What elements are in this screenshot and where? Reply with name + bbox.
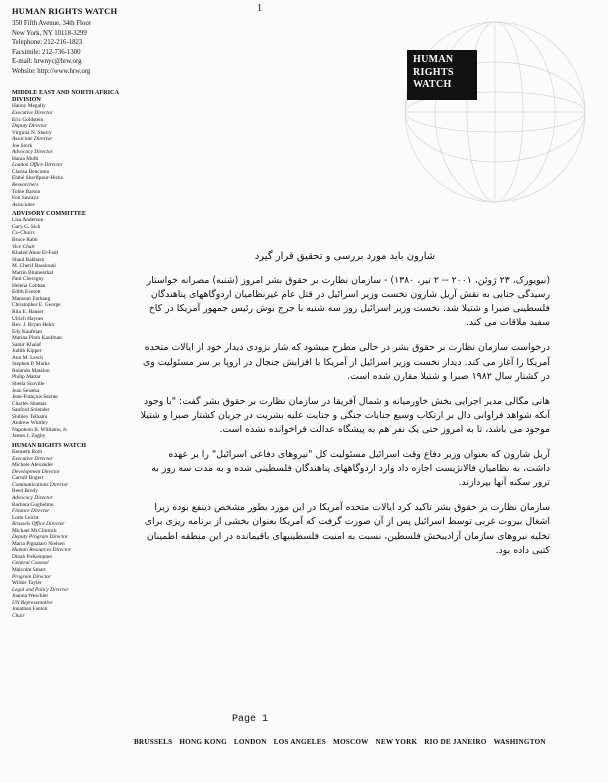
staff-name: Mansour Farhang (12, 295, 51, 302)
staff-title: Researchers (12, 181, 39, 188)
staff-name: Ulrich Haynes (12, 315, 44, 322)
staff-name: Andrew Whitley (12, 420, 48, 427)
body-paragraph: سازمان نظارت بر حقوق بشر تاکید کرد ایالات متحده آمریکا در این مورد بطور مشخص ذینفع بوده زیرا اشغال بیروت غربی توسط اسرائیل پس از آن صورت گرفت که آمریکا بعنوان بخشی از برنامه ریزی برای تخلیه نیروهای سازمان آزادیبخش فلسطین، نسبت به امنیت فلسطینیهای باقیمانده در این منطقه اطمینان کتبی داده بود. (144, 502, 550, 556)
staff-section-heading: MIDDLE EAST AND NORTH AFRICA DIVISION (12, 89, 119, 104)
staff-section-heading: HUMAN RIGHTS WATCH (12, 441, 87, 449)
staff-name: Elahé Sharifpour-Hicks (12, 175, 63, 182)
staff-title: Human Resources Director (12, 547, 71, 554)
staff-name: Reed Brody (12, 488, 38, 495)
staff-name: M. Cherif Bassiouni (12, 263, 56, 270)
address-line: New York, NY 10118-3299 (12, 29, 87, 37)
staff-name: Dinah PoKempner (12, 553, 53, 560)
staff-name: Michael McClintock (12, 527, 57, 534)
staff-name: Michele Alexander (12, 462, 54, 469)
staff-name: Wilder Tayler (12, 580, 42, 587)
staff-title: Executive Director (12, 455, 53, 462)
staff-name: Christopher E. George (12, 302, 61, 309)
staff-title: Advocacy Director (12, 149, 53, 156)
office-city: LOS ANGELES (273, 738, 326, 746)
logo-line: HUMAN (413, 54, 454, 65)
staff-name: James J. Zogby (12, 433, 46, 440)
staff-title: Communications Director (12, 481, 69, 488)
staff-title: UN Representative (12, 599, 53, 606)
page-number-top: 1 (257, 3, 262, 14)
org-address (12, 19, 132, 77)
office-city: MOSCOW (332, 738, 369, 746)
address-line: E-mail: hrwnyc@hrw.org (12, 58, 82, 66)
office-city: RIO DE JANEIRO (424, 738, 487, 746)
staff-name: Rita E. Hauser (12, 309, 44, 316)
staff-name: Ann M. Lesch (12, 354, 43, 361)
address-line: 350 Fifth Avenue, 34th Floor (12, 20, 91, 27)
body-paragraph: درخواست سازمان نظارت بر حقوق بشر در حالی مطرح میشود که شار بزودی دیدار خود از ایالات متحده آمریکا را آغاز می کند. دیدار نخست وزیر اسرائیل از آمریکا با افزایش جنجال در اروپا بر سر مسئولیت وی در کشتار سال ۱۹۸۲ صبرا و شتیلا مقارن شده است. (142, 342, 550, 382)
office-city: NEW YORK (375, 738, 418, 746)
staff-title: General Counsel (12, 560, 49, 567)
globe-watermark (395, 12, 595, 212)
staff-name: Shibley Telhami (12, 413, 48, 420)
staff-name: Hanny Megally (12, 103, 46, 110)
staff-name: Helena Cobban (12, 282, 46, 289)
staff-name: Rolando Matalon (12, 367, 50, 374)
page-footer-label: Page 1 (232, 714, 269, 725)
address-line: Website: http://www.hrw.org (12, 67, 91, 75)
staff-name: Napoleon B. Williams, Jr. (12, 426, 68, 433)
staff-name: Jean Seiseka (12, 387, 40, 394)
staff-name: Charles Shamas (12, 400, 47, 407)
staff-name: Eric Goldstein (12, 116, 44, 123)
staff-name: Gary G. Sick (12, 223, 41, 230)
staff-name: Joanna Weschler (12, 593, 49, 600)
staff-name: Edith Everett (12, 289, 41, 296)
staff-name: Lisa Anderson (12, 217, 44, 224)
staff-title: Program Director (12, 573, 51, 580)
staff-name: Paul Chevigny (12, 276, 44, 283)
staff-name: Virginia N. Sherry (12, 129, 52, 136)
office-city: WASHINGTON (493, 738, 546, 746)
staff-name: Jonathan Fanton (12, 606, 48, 613)
org-name: HUMAN RIGHTS WATCH (12, 6, 118, 16)
staff-name: Bruce Rabb (12, 237, 38, 243)
staff-title: Finance Director (12, 508, 50, 515)
staff-name: Clarisa Bencomo (12, 168, 50, 175)
body-paragraph: آریل شارون که بعنوان وزیر دفاع وقت اسرائیل مسئولیت کل "نیروهای دفاعی اسرائیل" را بر عهده داشت، به نظامیان فالانژیست اجازه داد وارد اردوگاههای پناهندگان فلسطینی شده و به مدت سه روز به ترور سکنه آنها بپردازند. (151, 449, 550, 489)
staff-name: Marina Pinto Kaufman (12, 335, 62, 342)
staff-name: Khaled Abou El-Fadl (12, 250, 59, 257)
staff-name: Stephen P. Marks (12, 361, 50, 368)
staff-name: Sheila Scoville (12, 381, 45, 388)
staff-title: Deputy Program Director (12, 534, 68, 541)
staff-sidebar (12, 87, 120, 619)
press-release-title: شارون باید مورد بررسی و تحقیق قرار گیرد (254, 251, 436, 262)
press-release-body (140, 250, 550, 569)
staff-name: Barbara Guglielmo (12, 501, 54, 508)
staff-title: Development Director (12, 468, 61, 475)
letterhead (12, 6, 132, 77)
staff-name: Malcolm Smart (12, 567, 46, 573)
staff-name: Lotte Leicht (12, 514, 39, 521)
staff-name: Edy Kaufman (12, 328, 43, 335)
office-city: LONDON (233, 738, 267, 746)
staff-name: Fon Sawaya (12, 195, 39, 202)
staff-name: Tobie Barton (12, 188, 41, 195)
staff-title: Associate Director (12, 136, 53, 143)
staff-title: Brussels Office Director (12, 521, 65, 528)
staff-name: Maria Pignataro Nielsen (12, 540, 65, 547)
staff-title: Deputy Director (12, 123, 48, 130)
staff-title: Legal and Policy Director (12, 586, 69, 593)
logo-line: RIGHTS (413, 66, 454, 78)
staff-name: Sanford Solender (12, 407, 50, 414)
address-line: Facsimile: 212-736-1300 (12, 48, 81, 56)
body-paragraph: (نیویورک، ۲۳ ژوئن، ۲۰۰۱ -- ۲ تیر، ۱۳۸۰) - سازمان نظارت بر حقوق بشر امروز (شنبه) مصرانه خواستار رسیدگی جنایی به نقش آریل شارون نخست وزیر اسرائیل در قتل عام غیرنظامیان اردوگاههای پناهندگان فلسطینی صبرا و شتیلا شد. نخست وزیر اسرائیل روز سه شنبه با جرج بوش رئیس جمهور آمریکا در کاخ سفید ملاقات می کند. (146, 275, 550, 329)
staff-name: Joe Stork (12, 142, 33, 149)
staff-name: Rev. J. Bryan Hehir (12, 322, 55, 329)
staff-name: Philip Mattar (12, 374, 41, 381)
staff-name: Judith Kipper (12, 348, 42, 355)
address-line: Telephone: 212-216-1823 (12, 39, 83, 47)
office-cities (134, 738, 553, 746)
staff-title: London Office Director (12, 162, 63, 169)
body-paragraph: هانی مگالی مدیر اجرایی بخش خاورمیانه و شمال آفریقا در سازمان نظارت بر حقوق بشر گفت: "با وجود آنکه شواهد فراوانی دال بر ارتکاب وسیع جنایات جنگی و جنایت علیه بشریت در جریان کشتار صبرا و شتیلا موجود می باشد، تا به امروز حتی یک نفر هم به پیشگاه عدالت فراخوانده نشده است. (140, 395, 550, 435)
staff-name: Samir Khalaf (12, 341, 41, 348)
staff-title: Executive Director (12, 109, 53, 116)
staff-section-heading: ADVISORY COMMITTEE (12, 210, 86, 218)
staff-title: Associates (12, 201, 35, 208)
staff-name: Jean-François Seznec (12, 394, 59, 401)
staff-name: Carroll Bogert (12, 475, 44, 482)
staff-title: Advocacy Director (12, 494, 53, 501)
staff-title: Vice Chair (12, 243, 36, 250)
logo-line: WATCH (413, 79, 452, 90)
staff-title: Co-Chairs (12, 230, 35, 237)
staff-name: Hania Mufti (12, 155, 39, 162)
office-city: BRUSSELS (134, 738, 173, 746)
staff-title: Chair (12, 612, 25, 619)
hrw-logo (407, 50, 477, 100)
office-city: HONG KONG (179, 738, 227, 746)
staff-name: Martin Blumenthal (12, 269, 54, 276)
staff-name: Shaul Bakhash (12, 256, 45, 263)
staff-name: Kenneth Roth (12, 449, 43, 456)
